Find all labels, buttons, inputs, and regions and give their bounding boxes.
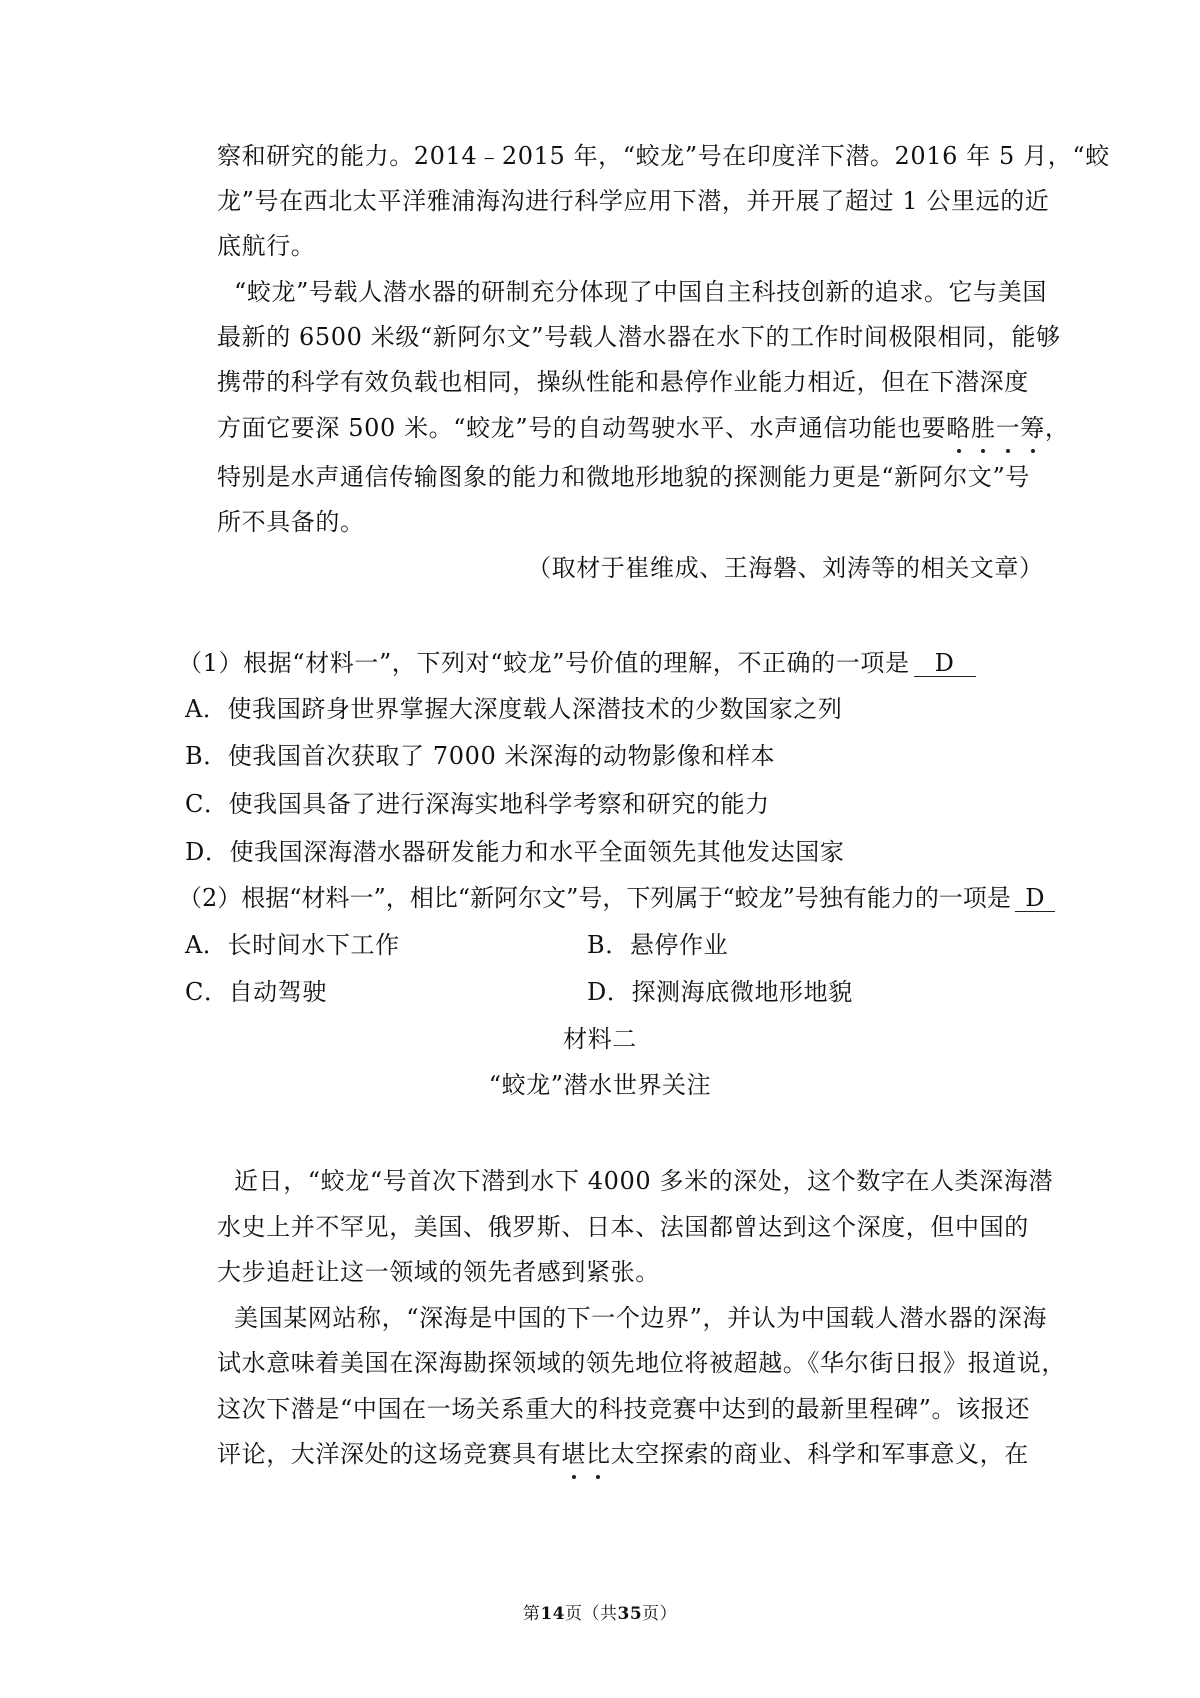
passage-line: 特别是水声通信传输图象的能力和微地形地貌的探测能力更是“新阿尔文”号 [217, 463, 1030, 491]
passage-line: 水史上并不罕见，美国、俄罗斯、日本、法国都曾达到这个深度，但中国的 [217, 1213, 1029, 1241]
passage-line: 近日，“蛟龙“号首次下潜到水下 4000 多米的深处，这个数字在人类深海潜 [234, 1167, 1054, 1195]
question-2-stem: （2）根据“材料一”，相比“新阿尔文”号，下列属于“蛟龙”号独有能力的一项是 [178, 884, 1011, 912]
passage-text: 评论，大洋深处的这场竞赛具有 [217, 1440, 562, 1468]
passage-line: 底航行。 [217, 232, 316, 260]
question-2 [178, 882, 1055, 914]
passage-line-emphasis [217, 1438, 1029, 1470]
answer-blank-1: D [914, 650, 976, 677]
emphasis-char: 筹 [1020, 414, 1045, 442]
footer-text: 页（共 [565, 1604, 618, 1624]
footer-text: 页） [642, 1604, 678, 1624]
passage-line: 携带的科学有效负载也相同，操纵性能和悬停作业能力相近，但在下潜深度 [217, 368, 1029, 396]
option-d: D．使我国深海潜水器研发能力和水平全面领先其他发达国家 [185, 838, 845, 866]
passage-line: 龙”号在西北太平洋雅浦海沟进行科学应用下潜，并开展了超过 1 公里远的近 [217, 187, 1050, 215]
material-heading: 材料二 [563, 1025, 637, 1053]
option-c: C．自动驾驶 [185, 978, 327, 1006]
passage-line: 这次下潜是“中国在一场关系重大的科技竞赛中达到的最新里程碑”。该报还 [217, 1395, 1030, 1423]
emphasis-char: 略 [946, 414, 972, 442]
passage-line: 美国某网站称，“深海是中国的下一个边界”，并认为中国载人潜水器的深海 [234, 1304, 1047, 1332]
option-b: B．使我国首次获取了 7000 米深海的动物影像和样本 [185, 742, 776, 770]
passage-text: ， [1044, 414, 1070, 442]
question-1 [178, 647, 976, 679]
passage-text: 太空探索的商业、科学和军事意义，在 [610, 1440, 1029, 1468]
passage-line: 最新的 6500 米级“新阿尔文”号载人潜水器在水下的工作时间极限相同，能够 [217, 323, 1061, 351]
option-d: D．探测海底微地形地貌 [587, 978, 853, 1006]
source-citation: （取材于崔维成、王海磐、刘涛等的相关文章） [527, 554, 1044, 582]
option-a: A．使我国跻身世界掌握大深度载人深潜技术的少数国家之列 [185, 695, 843, 723]
page-total: 35 [617, 1604, 643, 1624]
emphasis-char: 胜 [971, 414, 996, 442]
passage-line: 察和研究的能力。2014﹣2015 年，“蛟龙”号在印度洋下潜。2016 年 5 月，“蛟 [217, 142, 1110, 170]
footer-text: 第 [522, 1604, 541, 1624]
page-footer [0, 1603, 1200, 1625]
option-c: C．使我国具备了进行深海实地科学考察和研究的能力 [185, 790, 770, 818]
emphasis-char: 堪 [561, 1440, 587, 1468]
emphasis-char: 比 [586, 1440, 611, 1468]
passage-line-emphasis [217, 412, 1069, 444]
option-b: B．悬停作业 [587, 931, 729, 959]
material-title: “蛟龙”潜水世界关注 [488, 1071, 712, 1099]
answer-blank-2: D [1015, 885, 1055, 912]
passage-line: “蛟龙”号载人潜水器的研制充分体现了中国自主科技创新的追求。它与美国 [234, 278, 1047, 306]
passage-line: 所不具备的。 [217, 508, 365, 536]
emphasis-char: 一 [995, 414, 1021, 442]
page-number: 14 [540, 1604, 565, 1624]
question-1-stem: （1）根据“材料一”，下列对“蛟龙”号价值的理解，不正确的一项是 [178, 649, 910, 677]
passage-line: 大步追赶让这一领域的领先者感到紧张。 [217, 1258, 660, 1286]
passage-line: 试水意味着美国在深海勘探领域的领先地位将被超越。《华尔街日报》报道说， [217, 1349, 1066, 1377]
option-a: A．长时间水下工作 [185, 931, 400, 959]
passage-text: 方面它要深 500 米。“蛟龙”号的自动驾驶水平、水声通信功能也要 [217, 414, 947, 442]
